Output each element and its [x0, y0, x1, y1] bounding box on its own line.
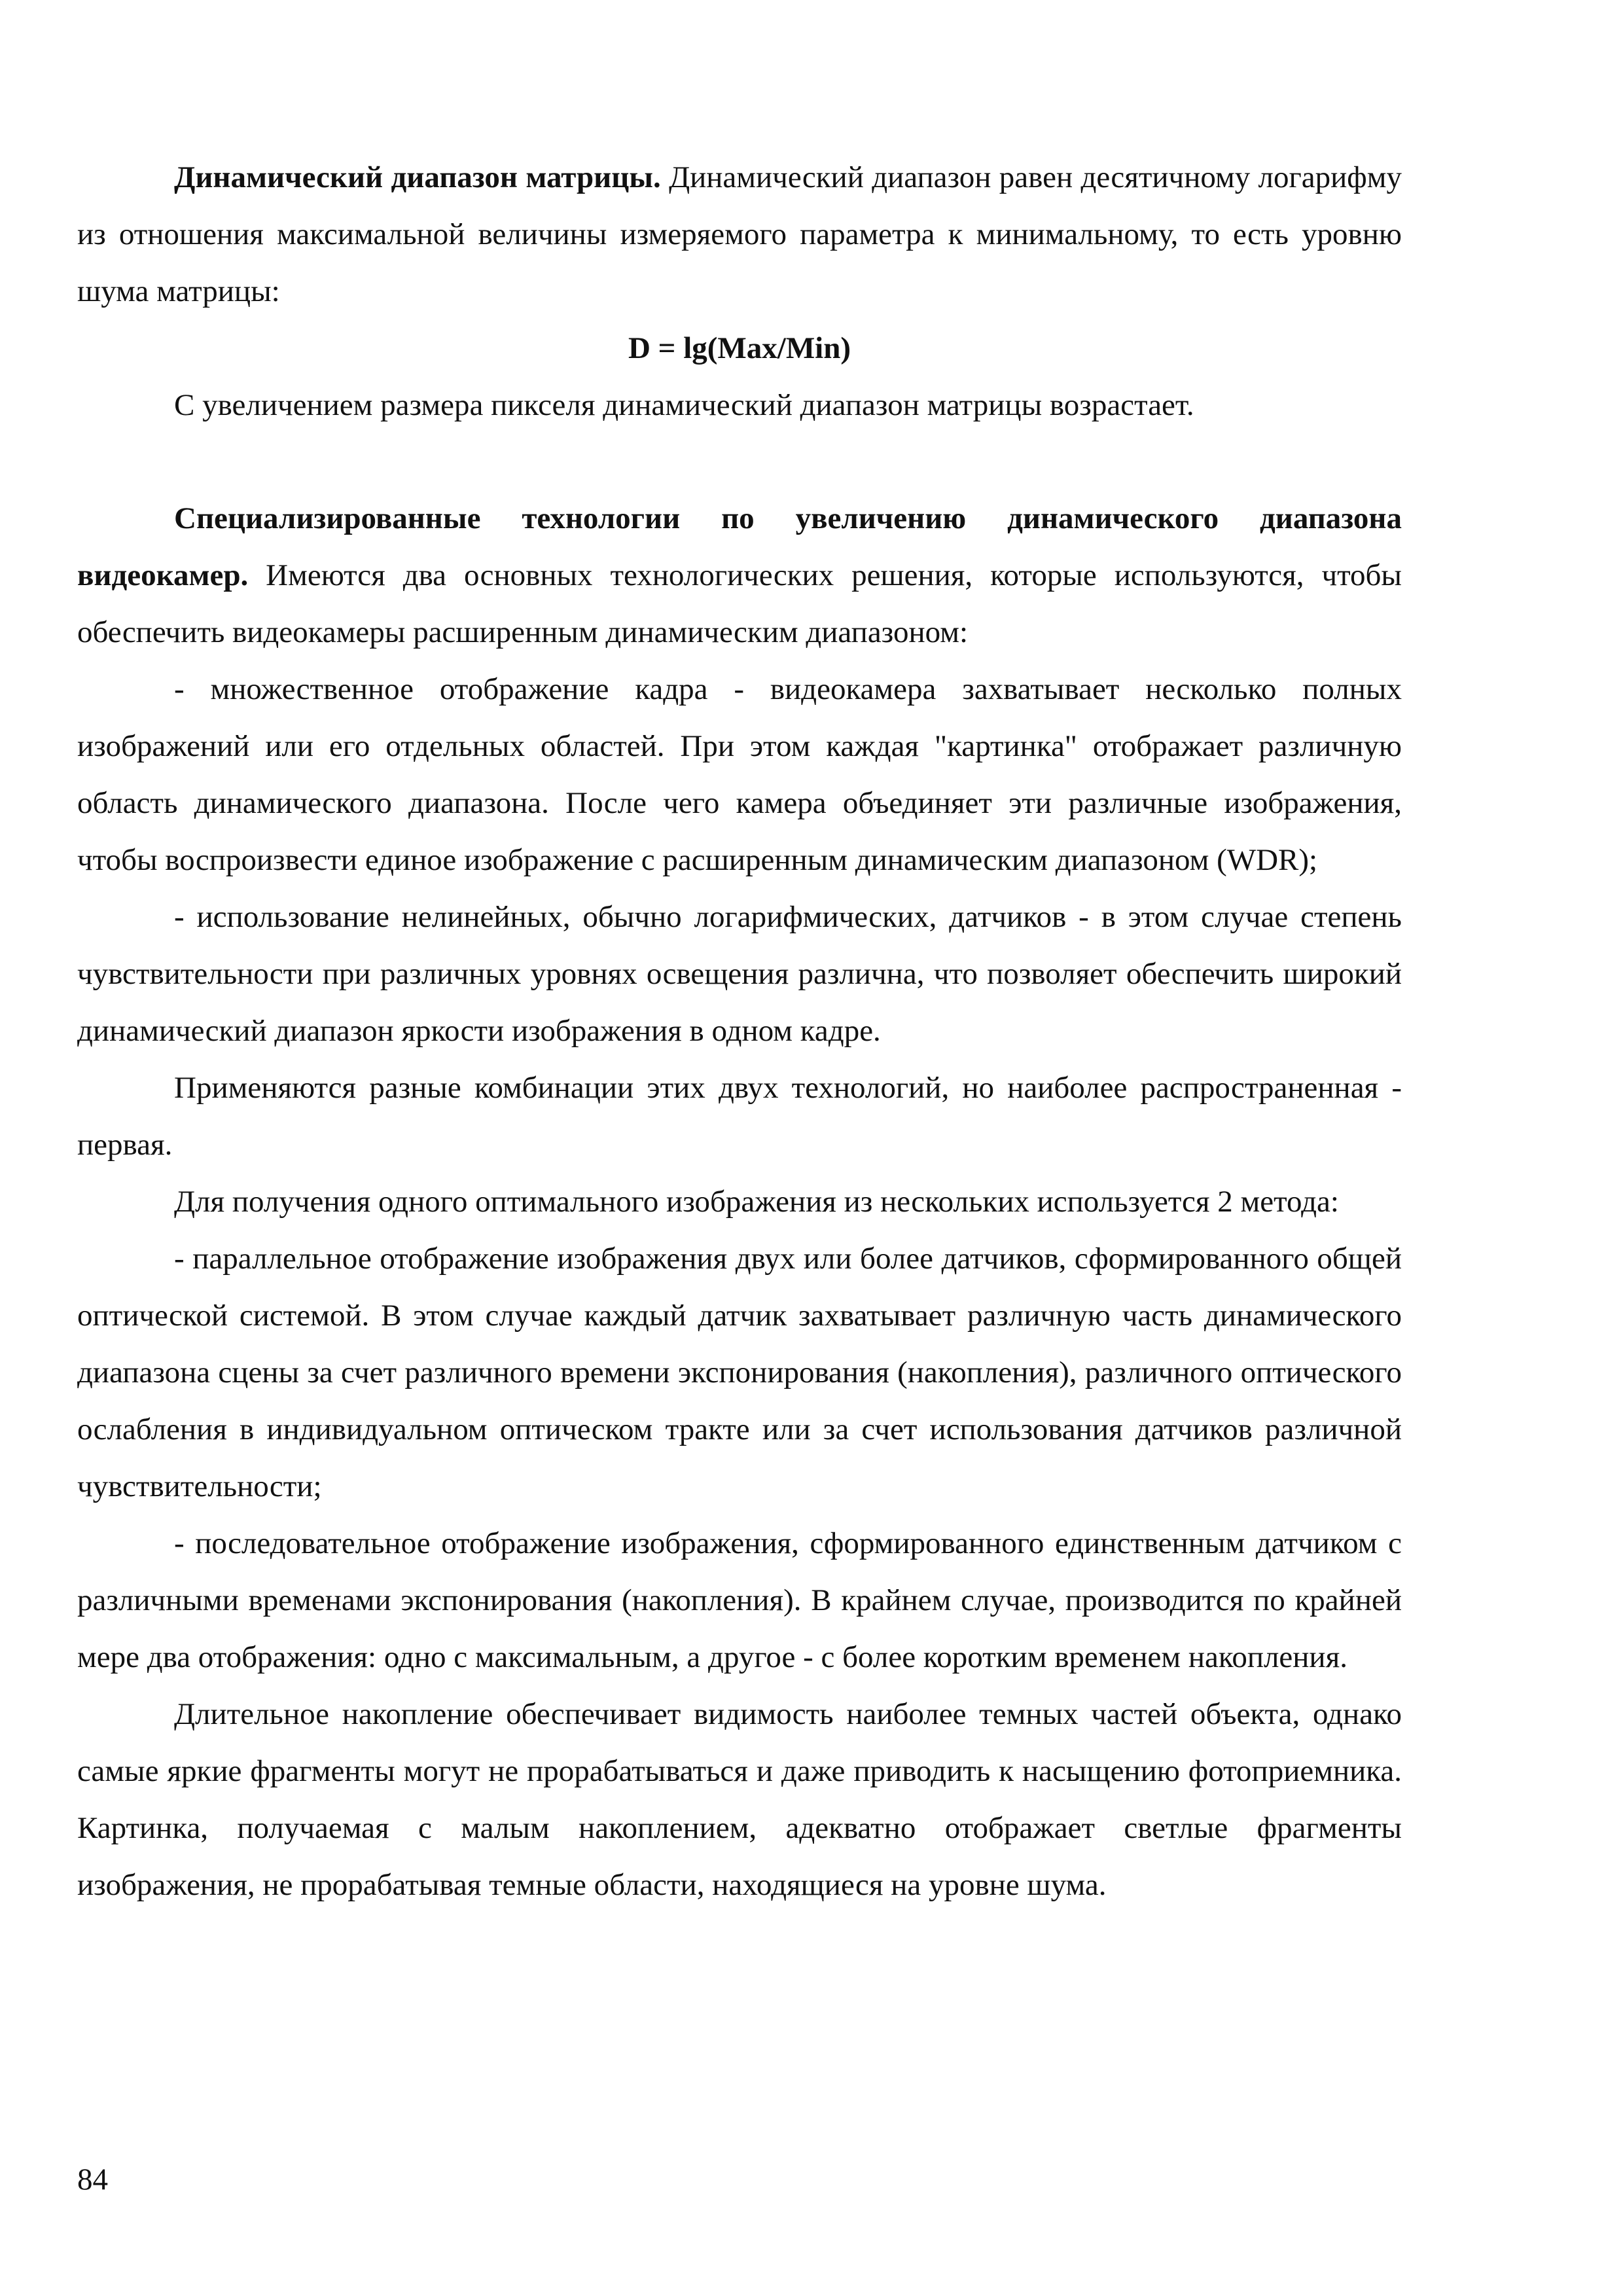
- paragraph-dynamic-range-text: Динамический диапазон равен десятичному логарифму из отношения максимальной величины измеряемого параметра к минимальному, то есть уровню шума матрицы:: [77, 160, 1402, 308]
- paragraph-methods: Для получения одного оптимального изображения из нескольких используется 2 метода:: [174, 1185, 1339, 1219]
- heading-technologies: Специализированные технологии по увеличению динамического диапазона видеокамер.: [77, 501, 1402, 592]
- list-item-multiple-frames: - множественное отображение кадра - видеокамера захватывает несколько полных изображений или его отдельных областей. При этом каждая "картинка" отображает различную область динамического диапазона. После чего камера объединяет эти различные изображения, чтобы воспроизвести единое изображение с расширенным динамическим диапазоном (WDR);: [77, 672, 1402, 877]
- heading-dynamic-range: Динамический диапазон матрицы.: [174, 160, 661, 194]
- paragraph-technologies: [77, 490, 1402, 661]
- paragraph-technologies-text: Имеются два основных технологических решения, которые используются, чтобы обеспечить видеокамеры расширенным динамическим диапазоном:: [77, 558, 1402, 649]
- paragraph-combinations: Применяются разные комбинации этих двух технологий, но наиболее распространенная - первая.: [77, 1071, 1402, 1162]
- page-body: [77, 149, 1402, 1914]
- list-item-parallel: - параллельное отображение изображения двух или более датчиков, сформированного общей оптической системой. В этом случае каждый датчик захватывает различную часть динамического диапазона сцены за счет различного времени экспонирования (накопления), различного оптического ослабления в индивидуальном оптическом тракте или за счет использования датчиков различной чувствительности;: [77, 1242, 1402, 1503]
- section-gap: [77, 434, 1402, 490]
- list-item-sequential: - последовательное отображение изображения, сформированного единственным датчиком с различными временами экспонирования (накопления). В крайнем случае, производится по крайней мере два отображения: одно с максимальным, а другое - с более коротким временем накопления.: [77, 1526, 1402, 1674]
- paragraph-pixel-size: С увеличением размера пикселя динамический диапазон матрицы возрастает.: [174, 388, 1194, 422]
- paragraph-dynamic-range: [77, 149, 1402, 320]
- list-item-nonlinear-sensors: - использование нелинейных, обычно логарифмических, датчиков - в этом случае степень чувствительности при различных уровнях освещения различна, что позволяет обеспечить широкий динамический диапазон яркости изображения в одном кадре.: [77, 900, 1402, 1048]
- paragraph-long-accumulation: Длительное накопление обеспечивает видимость наиболее темных частей объекта, однако самые яркие фрагменты могут не прорабатываться и даже приводить к насыщению фотоприемника. Картинка, получаемая с малым накоплением, адекватно отображает светлые фрагменты изображения, не прорабатывая темные области, находящиеся на уровне шума.: [77, 1697, 1402, 1902]
- page-number: 84: [77, 2162, 108, 2197]
- formula: D = lg(Max/Min): [628, 331, 851, 365]
